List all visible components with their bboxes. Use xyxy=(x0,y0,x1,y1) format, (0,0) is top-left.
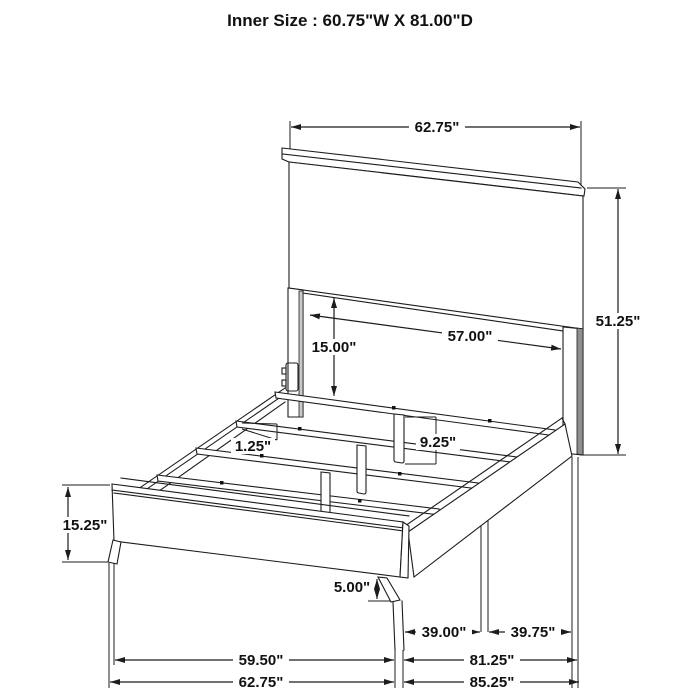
label-headboard-height xyxy=(590,313,646,330)
svg-text:39.75": 39.75" xyxy=(510,623,556,641)
label-support-leg-height xyxy=(416,434,460,451)
footboard-left-leg xyxy=(108,540,121,564)
label-foot-leg-height xyxy=(330,579,374,596)
footboard-right-leg xyxy=(378,577,400,602)
label-foot-to-center-span xyxy=(416,624,472,641)
label-footboard-width xyxy=(233,674,289,691)
label-center-to-head-span xyxy=(505,624,561,641)
svg-text:15.00": 15.00" xyxy=(311,338,357,356)
svg-text:85.25": 85.25" xyxy=(469,673,515,691)
slat-2 xyxy=(236,421,518,463)
headboard xyxy=(282,148,585,455)
label-footboard-height xyxy=(60,517,110,534)
center-leg-2 xyxy=(357,445,366,494)
label-headboard-width xyxy=(409,119,465,136)
svg-text:51.25": 51.25" xyxy=(595,312,641,330)
label-between-legs-width xyxy=(442,328,498,345)
page-title: Inner Size : 60.75"W X 81.00"D xyxy=(227,11,473,30)
svg-text:62.75": 62.75" xyxy=(238,673,284,691)
svg-text:9.25": 9.25" xyxy=(419,433,457,451)
label-panel-to-deck xyxy=(306,339,362,356)
svg-text:1.25": 1.25" xyxy=(234,437,272,455)
svg-text:39.00": 39.00" xyxy=(421,623,467,641)
svg-text:15.25": 15.25" xyxy=(62,516,108,534)
label-footboard-inner-width xyxy=(233,652,289,669)
svg-text:59.50": 59.50" xyxy=(238,651,284,669)
svg-text:57.00": 57.00" xyxy=(447,327,493,345)
slat-1 xyxy=(275,392,556,436)
label-overall-length xyxy=(464,674,520,691)
svg-text:62.75": 62.75" xyxy=(414,118,460,136)
svg-text:81.25": 81.25" xyxy=(469,651,515,669)
label-rail-length xyxy=(464,652,520,669)
label-slat-thickness xyxy=(231,438,275,455)
center-leg-1 xyxy=(394,414,404,463)
svg-text:5.00": 5.00" xyxy=(333,578,371,596)
